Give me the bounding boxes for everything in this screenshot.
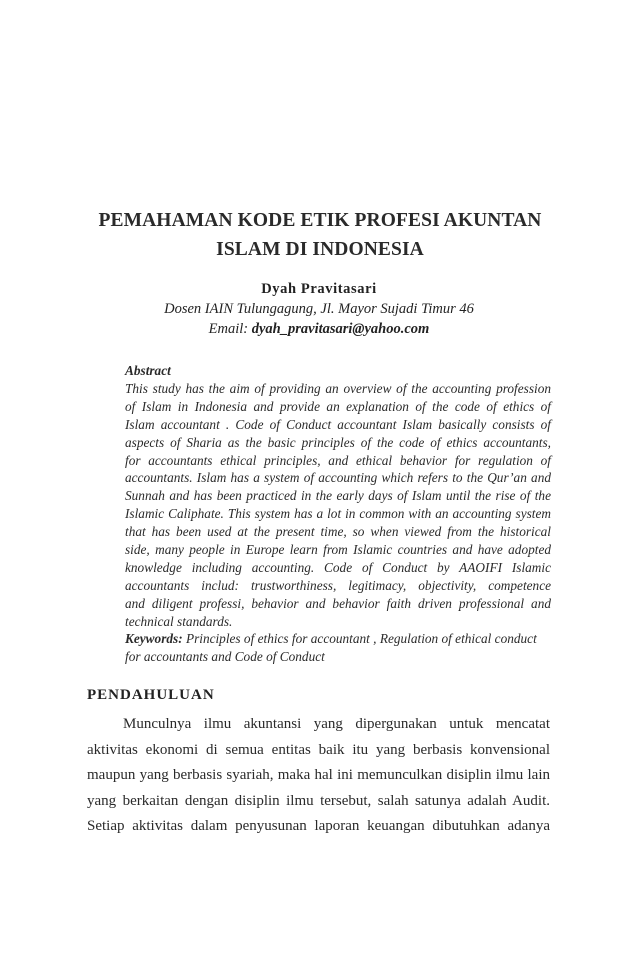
abstract-line: accountants includ: trustworthiness, legitimacy, objectivity, competence [125,577,551,593]
abstract-line: technical standards. [125,613,233,629]
abstract-body [125,380,551,631]
abstract-line: accountants. Islam has a system of accounting which refers to the Qur’an and [125,470,551,486]
abstract-line: side, many people in Europe learn from Islamic countries and have adopted [125,542,551,558]
abstract-line: Islamic Caliphate. This system has a lot in common with an accounting system [125,506,551,522]
body-line: Munculnya ilmu akuntansi yang dipergunakan untuk mencatat [123,716,550,732]
abstract-line: Sunnah and has been practiced in the early days of Islam until the rise of the [125,488,551,504]
title-line-2: ISLAM DI INDONESIA [216,239,424,260]
body-line: yang berkaitan dengan disiplin ilmu tersebut, salah satunya adalah Audit. [87,792,550,809]
keywords-label: Keywords: [125,631,183,646]
author-affiliation: Dosen IAIN Tulungagung, Jl. Mayor Sujadi Timur 46 [164,301,474,317]
abstract-line: knowledge including accounting. Code of Conduct by AAOIFI Islamic [125,559,551,575]
abstract-line: of Islam in Indonesia and provide an explanation of the code of ethics of [125,398,551,414]
paper-title [70,206,570,264]
section-body [87,712,550,840]
abstract-line: aspects of Sharia as the basic principles of the code of ethics accountants, [125,434,551,450]
title-line-1: PEMAHAMAN KODE ETIK PROFESI AKUNTAN [98,210,542,231]
author-email: dyah_pravitasari@yahoo.com [251,321,430,337]
abstract [125,362,551,631]
abstract-line: for accountants ethical principles, and ethical behavior for regulation of [125,452,551,468]
section-heading: PENDAHULUAN [87,687,215,703]
body-line: maupun yang berbasis syariah, maka hal ini memunculkan disiplin ilmu lain [87,767,550,783]
keywords [125,630,551,666]
abstract-line: This study has the aim of providing an overview of the accounting profession [125,380,551,396]
body-line: aktivitas ekonomi di semua entitas baik itu yang berbasis konvensional [87,741,550,758]
body-line: Setiap aktivitas dalam penyusunan laporan keuangan dibutuhkan adanya [87,818,550,834]
abstract-line: that has been used at the present time, so when viewed from the historical [125,524,551,540]
author-name: Dyah Pravitasari [261,281,377,297]
abstract-line: and diligent professi, behavior and behavior faith driven professional and [125,595,551,611]
author-email-line [0,319,638,339]
abstract-heading: Abstract [125,363,171,378]
author-block [0,279,638,339]
keywords-line-2: for accountants and Code of Conduct [125,648,325,664]
abstract-line: Islam accountant . Code of Conduct accountant Islam basically consists of [125,416,551,432]
keywords-text-1: Principles of ethics for accountant , Regulation of ethical conduct [182,631,537,646]
keywords-line-1 [125,630,551,648]
email-label: Email: [208,321,252,337]
